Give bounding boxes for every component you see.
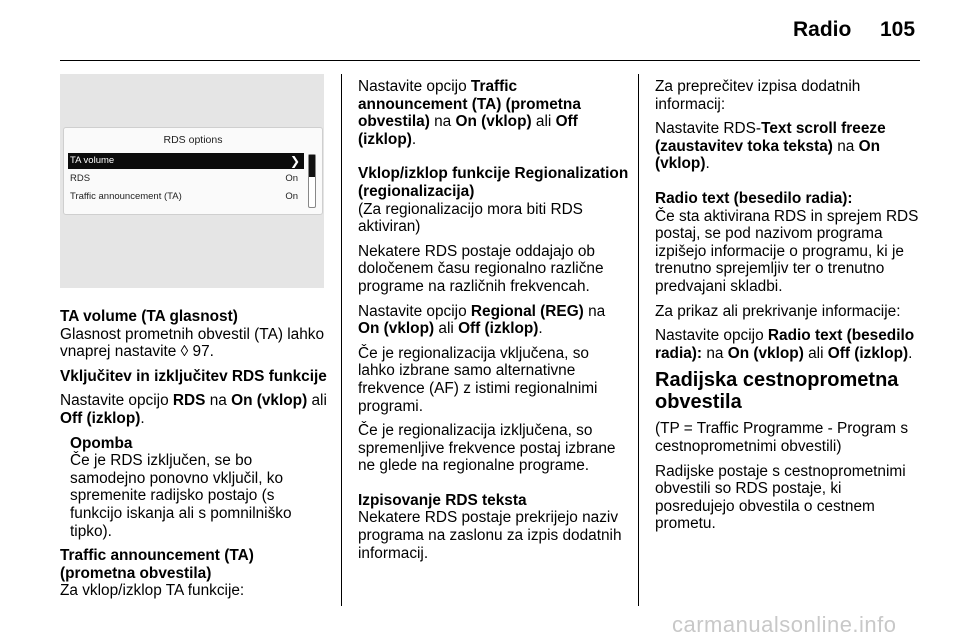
paragraph-regionalization-info: Nekatere RDS postaje oddajajo ob določenem času regionalno različne programe na različnih frekvencah.: [358, 242, 604, 295]
rds-menu-item-label: RDS: [70, 173, 91, 184]
paragraph-rds-text-scroll: Nekatere RDS postaje prekrijejo naziv programa na zaslonu za izpis dodatnih informacij.: [358, 509, 622, 562]
paragraph-regionalization-off: Če je regionalizacija izključena, so spremenljive frekvence postaj izbrane ne glede na regionalne programe.: [358, 422, 616, 475]
page-header-title: Radio: [793, 18, 852, 41]
rds-menu-item-rds: [68, 171, 304, 187]
column-divider-2: [638, 74, 639, 606]
paragraph-regionalization-note: (Za regionalizacijo mora biti RDS aktiviran): [358, 200, 583, 236]
heading-traffic-programme: Radijska cestnoprometna obvestila: [655, 369, 899, 414]
paragraph-ta-volume: Glasnost prometnih obvestil (TA) lahko vnaprej nastavite ◊ 97.: [60, 325, 325, 361]
rds-options-title: RDS options: [163, 134, 223, 146]
paragraph-radio-text-info: Če sta aktivirana RDS in sprejem RDS postaj, se pod nazivom programa izpišejo informacije o programu, ki je trenutno sprejemljiv ter o trenutno predvajani skladbi.: [655, 207, 919, 295]
heading-rds-text-scroll: Izpisovanje RDS teksta: [358, 491, 527, 509]
paragraph-traffic-announcement: Za vklop/izklop TA funkcije:: [60, 582, 245, 600]
rds-menu-item-label: Traffic announcement (TA): [70, 191, 182, 202]
rds-menu-item-ta: [68, 189, 304, 205]
rds-menu-item-label: TA volume: [70, 155, 115, 166]
scrollbar-thumb: [309, 155, 315, 177]
paragraph-traffic-programme-info: Radijske postaje s cestnoprometnimi obvestili so RDS postaje, ki posredujejo obvestila o cestnem prometu.: [655, 462, 906, 533]
rds-menu-scrollbar: [308, 154, 316, 208]
paragraph-traffic-programme-def: (TP = Traffic Programme - Program s cestnoprometnimi obvestili): [655, 420, 909, 455]
paragraph-radio-text-toggle: Za prikaz ali prekrivanje informacije:: [655, 302, 901, 320]
rds-menu-item-value: On: [285, 191, 298, 202]
note-text: Če je RDS izključen, se bo samodejno ponovno vključil, ko spremenite radijsko postajo (s funkcijo iskanja ali s pomnilniško tipko).: [70, 452, 292, 540]
column-3: [655, 78, 923, 540]
paragraph-rds-toggle: Nastavite opcijo RDS na On (vklop) ali Off (izklop).: [60, 392, 327, 427]
watermark: carmanualsonline.info: [672, 612, 897, 637]
paragraph-text-scroll-freeze: Nastavite RDS-Text scroll freeze (zaustavitev toka teksta) na On (vklop).: [655, 120, 886, 173]
note-title: Opomba: [70, 434, 133, 452]
note-box: [60, 435, 330, 541]
heading-ta-volume: TA volume (TA glasnost): [60, 308, 238, 325]
heading-regionalization: Vklop/izklop funkcije Regionalization (regionalizacija): [358, 165, 629, 200]
heading-radio-text: Radio text (besedilo radia):: [655, 189, 853, 207]
paragraph-radio-text-option: Nastavite opcijo Radio text (besedilo radia): na On (vklop) ali Off (izklop).: [655, 327, 915, 362]
column-divider-1: [341, 74, 342, 606]
paragraph-regionalization-option: Nastavite opcijo Regional (REG) na On (vklop) ali Off (izklop).: [358, 302, 606, 338]
header-divider: [60, 60, 920, 61]
paragraph-regionalization-on: Če je regionalizacija vključena, so lahko izbrane samo alternativne frekvence (AF) z istimi regionalnimi programi.: [358, 344, 598, 415]
paragraph-ta-option: Nastavite opcijo Traffic announcement (TA) (prometna obvestila) na On (vklop) ali Off (izklop).: [358, 78, 581, 148]
column-2: [358, 78, 630, 569]
heading-traffic-announcement: Traffic announcement (TA) (prometna obvestila): [60, 547, 254, 582]
rds-options-display: [63, 127, 323, 215]
heading-rds-toggle: Vključitev in izključitev RDS funkcije: [60, 367, 327, 385]
chevron-right-icon: ❯: [289, 154, 300, 168]
page-number: 105: [880, 18, 916, 41]
column-1: [60, 308, 330, 607]
rds-menu-item-value: On: [285, 173, 298, 184]
paragraph-prevent-info: Za preprečitev izpisa dodatnih informacij:: [655, 78, 861, 113]
rds-menu-item-ta-volume: [68, 153, 304, 169]
